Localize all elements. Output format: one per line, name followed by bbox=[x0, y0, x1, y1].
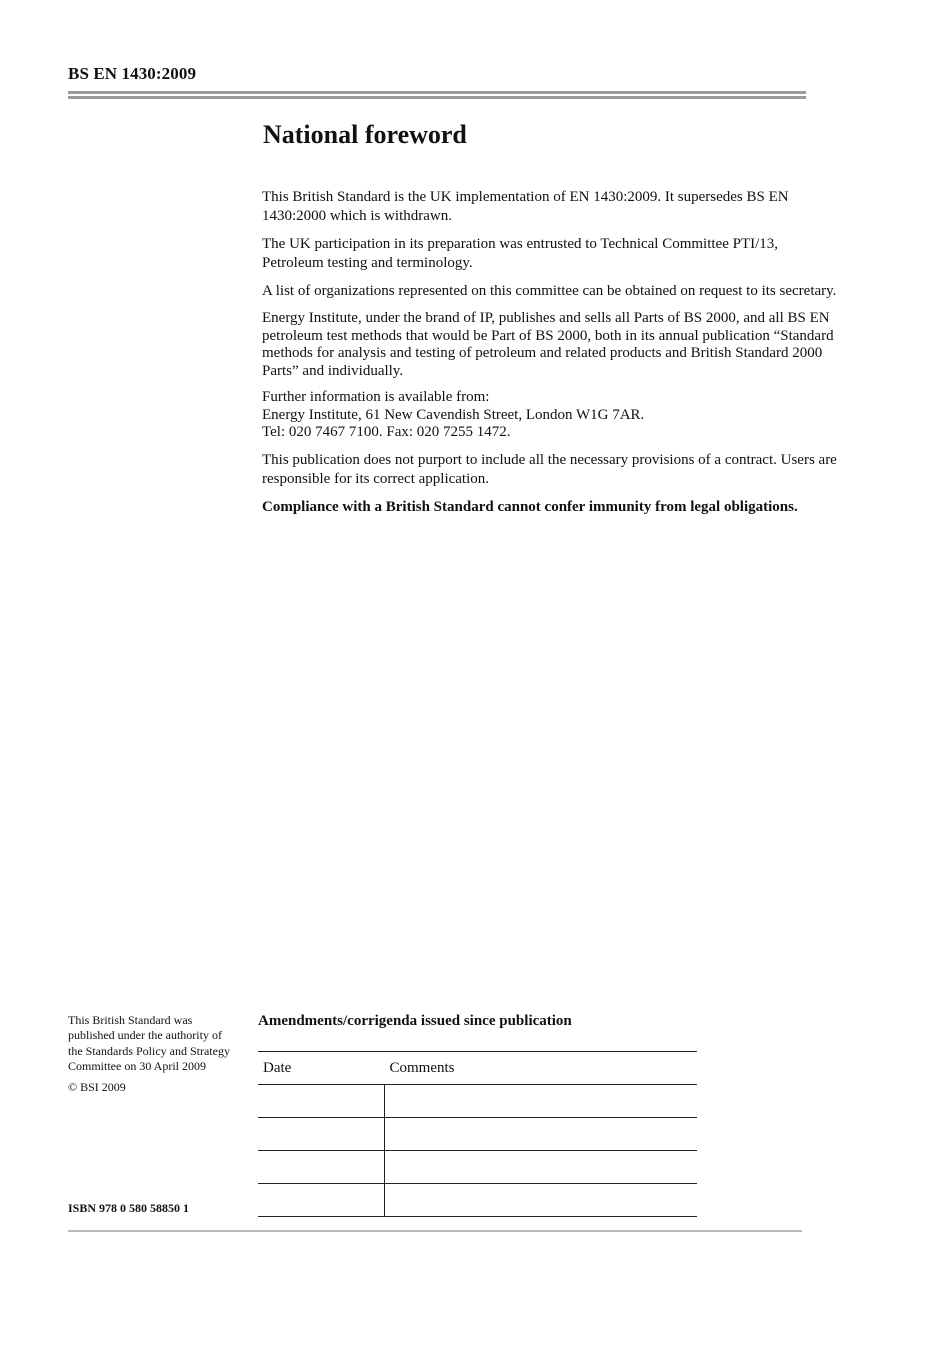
paragraph-organizations: A list of organizations represented on this committee can be obtained on request to its secretary. bbox=[262, 283, 837, 299]
column-header-comments: Comments bbox=[385, 1052, 698, 1085]
table-row bbox=[258, 1151, 697, 1184]
paragraph-contact-info: Further information is available from: Energy Institute, 61 New Cavendish Street, London W1G 7AR. Tel: 020 7467 7100. Fax: 020 7255 1472. bbox=[262, 389, 645, 440]
table-header-row bbox=[258, 1052, 697, 1085]
table-cell-comments bbox=[385, 1151, 698, 1184]
paragraph-disclaimer: This publication does not purport to include all the necessary provisions of a contract. Users are responsible for its correct application. bbox=[262, 451, 837, 487]
table-cell-date bbox=[258, 1085, 385, 1118]
table-row bbox=[258, 1118, 697, 1151]
column-header-date: Date bbox=[258, 1052, 385, 1085]
table-cell-comments bbox=[385, 1085, 698, 1118]
paragraph-energy-institute: Energy Institute, under the brand of IP, publishes and sells all Parts of BS 2000, and all BS EN petroleum test methods that would be Part of BS 2000, both in its annual publication “Standard methods for analysis and testing of petroleum and related products and British Standard 2000 Parts” and individually. bbox=[262, 310, 834, 379]
publication-note: This British Standard was published under the authority of the Standards Policy and Strategy Committee on 30 April 2009 bbox=[68, 1013, 230, 1073]
copyright-notice: © BSI 2009 bbox=[68, 1080, 126, 1095]
paragraph-implementation: This British Standard is the UK implementation of EN 1430:2009. It supersedes BS EN 1430:2000 which is withdrawn. bbox=[262, 189, 789, 224]
table-cell-comments bbox=[385, 1118, 698, 1151]
paragraph-compliance: Compliance with a British Standard cannot confer immunity from legal obligations. bbox=[262, 498, 798, 515]
table-cell-comments bbox=[385, 1184, 698, 1217]
foreword-body bbox=[262, 188, 842, 526]
table-cell-date bbox=[258, 1118, 385, 1151]
table-row bbox=[258, 1184, 697, 1217]
paragraph-committee: The UK participation in its preparation was entrusted to Technical Committee PTI/13, Petroleum testing and terminology. bbox=[262, 236, 779, 271]
amendments-table bbox=[258, 1051, 697, 1217]
table-cell-date bbox=[258, 1184, 385, 1217]
table-cell-date bbox=[258, 1151, 385, 1184]
publication-sidebar bbox=[68, 1013, 233, 1101]
document-id: BS EN 1430:2009 bbox=[68, 64, 197, 83]
table-row bbox=[258, 1085, 697, 1118]
header-rule-top bbox=[68, 91, 806, 94]
header-rule-bottom bbox=[68, 96, 806, 99]
page-title: National foreword bbox=[263, 120, 467, 149]
footer-rule bbox=[68, 1230, 802, 1232]
isbn: ISBN 978 0 580 58850 1 bbox=[68, 1201, 190, 1215]
amendments-heading: Amendments/corrigenda issued since publication bbox=[258, 1013, 572, 1029]
